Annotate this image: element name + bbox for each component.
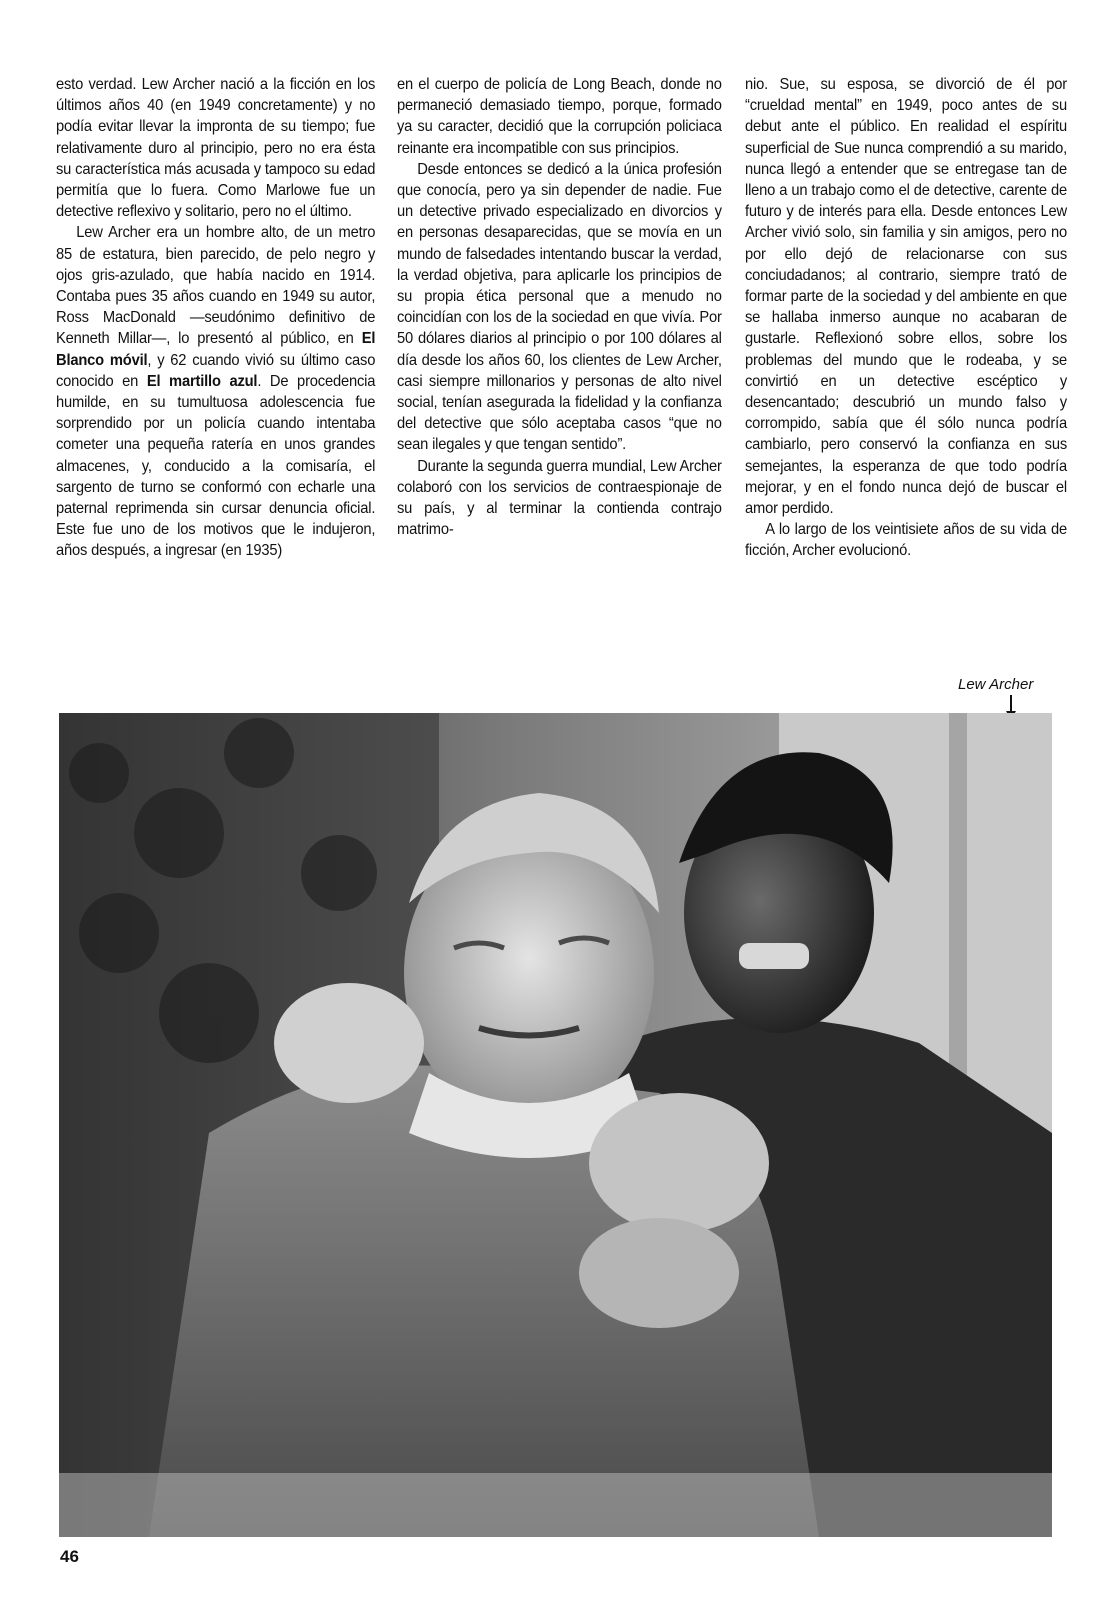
text-run: Durante la segunda guerra mundial, Lew Archer colaboró con los servicios de contraespionaje de su país, y al terminar la contienda contrajo matrimo- (397, 457, 722, 539)
text-run: . De procedencia humilde, en su tumultuosa adolescencia fue sorprendido por un policía cuando intentaba cometer una pequeña ratería en unos grandes almacenes, y, conducido a la comisaría, el sargento de turno se conformó con echarle una paternal reprimenda sin cursar denuncia oficial. Este fue uno de los motivos que le indujeron, años después, a ingresar (en 1935) (56, 372, 376, 560)
photo-caption: Lew Archer (958, 676, 1034, 693)
paragraph (397, 456, 722, 541)
paragraph (56, 74, 375, 222)
text-column-2 (397, 74, 722, 694)
text-run: A lo largo de los veintisiete años de su vida de ficción, Archer evolucionó. (745, 521, 1067, 560)
paragraph (397, 159, 722, 456)
paragraph (56, 222, 375, 561)
text-run: Lew Archer era un hombre alto, de un metro 85 de estatura, bien parecido, de pelo negro y ojos gris-azulado, que había nacido en 1914. Contaba pues 35 años cuando en 1949 su autor, Ross MacDonald —seudónimo definitivo de Kenneth Millar—, lo presentó al público, en (56, 224, 376, 348)
text-column-3 (745, 74, 1067, 694)
photograph-struggle-scene (59, 713, 1052, 1537)
text-run: en el cuerpo de policía de Long Beach, donde no permaneció demasiado tiempo, porque, formado ya su caracter, decidió que la corrupción policiaca reinante era incompatible con sus principios. (397, 76, 722, 157)
book-title: El martillo azul (146, 372, 258, 390)
paragraph (397, 74, 722, 159)
text-run: Desde entonces se dedicó a la única profesión que conocía, pero ya sin depender de nadie. Fue un detective privado especializado en divorcios y en personas desaparecidas, que se movía en un mundo de falsedades intentando buscar la verdad, la verdad objetiva, para aplicarle los principios de su propia ética personal que a menudo no coincidían con los de la sociedad en que vivía. Por 50 dólares diarios al principio o por 100 dólares al día desde los años 60, los clientes de Lew Archer, casi siempre millonarios y personas de alto nivel social, tenían asegurada la fidelidad y la confianza del detective que sólo aceptaba casos “que no sean ilegales y que tengan sentido”. (397, 160, 722, 454)
text-column-1 (56, 74, 375, 694)
text-run: , y 62 cuando vivió su último caso conocido en (56, 351, 376, 390)
paragraph (745, 74, 1067, 519)
paragraph (745, 519, 1067, 561)
page-number: 46 (60, 1547, 79, 1566)
text-run: esto verdad. Lew Archer nació a la ficción en los últimos años 40 (en 1949 concretamente) y no podía evitar llevar la impronta de su tiempo; fue relativamente duro al principio, pero no era ésta su característica más acusada y tampoco su edad permitía que lo fuera. Como Marlowe fue un detective reflexivo y solitario, pero no el último. (56, 76, 376, 221)
book-title: El Blanco móvil (56, 330, 376, 369)
text-run: nio. Sue, su esposa, se divorció de él por “crueldad mental” en 1949, poco antes de su debut ante el público. En realidad el espíritu superficial de Sue nunca comprendió a su marido, nunca llegó a entender que se entregase tan de lleno a un trabajo como el de detective, carente de futuro y de interés para ella. Desde entonces Lew Archer vivió solo, sin familia y sin amigos, pero no por ello dejó de relacionarse con sus conciudadanos; al contrario, siempre trató de formar parte de la sociedad y del ambiente en que se hallaba inmerso aunque no acabaran de gustarle. Reflexionó sobre ellos, sobre los problemas del mundo que le rodeaba, y se convirtió en un detective escéptico y desencantado; descubrió un mundo falso y corrompido, sabía que él sólo nunca podría cambiarlo, pero conservó la confianza en sus semejantes, la esperanza de que todo podría mejorar, y en el fondo nunca dejó de buscar el amor perdido. (745, 76, 1067, 518)
